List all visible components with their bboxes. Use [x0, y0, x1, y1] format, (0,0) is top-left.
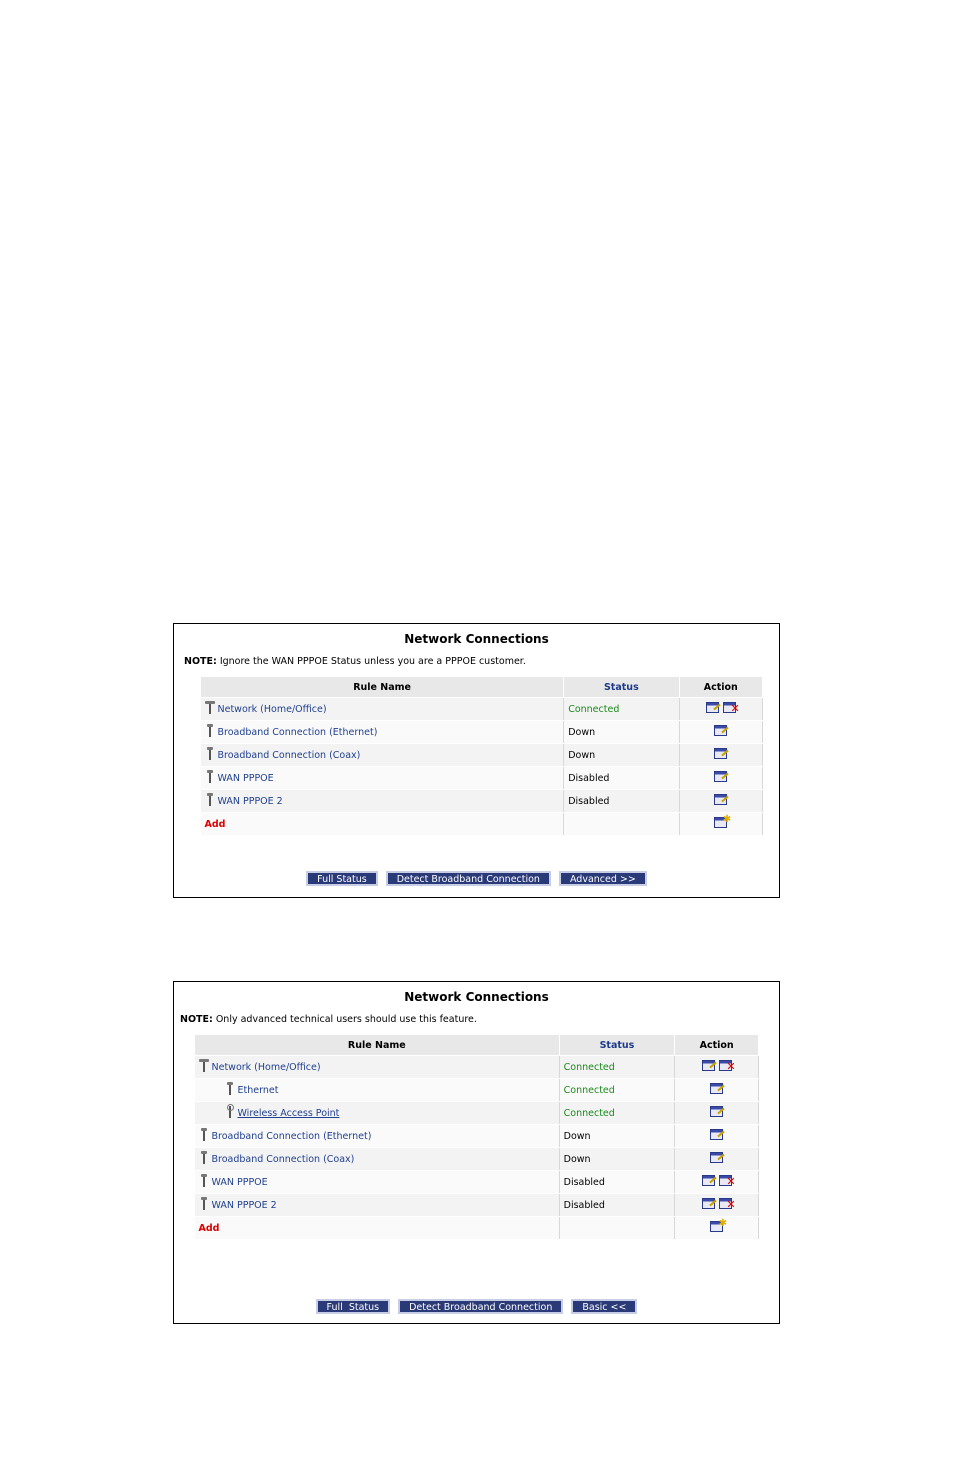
note-text: Only advanced technical users should use this feature.: [212, 1014, 477, 1025]
full-status-button[interactable]: Full Status: [306, 871, 378, 886]
wireless-icon: [225, 1105, 235, 1119]
connection-plug-icon: [205, 793, 215, 807]
table-row: [201, 790, 763, 813]
panel-title: Network Connections: [404, 632, 549, 646]
table-row: [195, 1148, 759, 1171]
table-row: [195, 1171, 759, 1194]
rule-link[interactable]: Broadband Connection (Ethernet): [217, 726, 378, 738]
header-rule-name: Rule Name: [195, 1035, 560, 1056]
connections-table: [200, 676, 763, 836]
panel-note: [184, 656, 526, 667]
status-cell: Disabled: [559, 1171, 675, 1194]
status-cell: Disabled: [564, 790, 679, 813]
table-row: [201, 744, 763, 767]
delete-icon[interactable]: [719, 1175, 732, 1186]
header-status[interactable]: Status: [559, 1035, 675, 1056]
status-cell: [564, 813, 679, 836]
network-icon: [199, 1059, 209, 1073]
rule-link[interactable]: Broadband Connection (Coax): [217, 749, 361, 761]
add-link[interactable]: Add: [198, 1222, 220, 1234]
edit-icon[interactable]: [702, 1175, 715, 1186]
connection-plug-icon: [199, 1128, 209, 1142]
edit-icon[interactable]: [714, 725, 727, 736]
delete-icon[interactable]: [719, 1198, 732, 1209]
connection-plug-icon: [205, 724, 215, 738]
note-label: NOTE:: [180, 1014, 213, 1025]
table-row: [195, 1056, 759, 1079]
connection-plug-icon: [225, 1082, 235, 1096]
add-icon[interactable]: [714, 817, 727, 828]
header-status[interactable]: Status: [564, 677, 679, 698]
add-link[interactable]: Add: [204, 818, 226, 830]
note-label: NOTE:: [184, 656, 217, 667]
network-connections-basic-panel: [173, 623, 780, 898]
table-row: [201, 721, 763, 744]
connections-table: [194, 1034, 759, 1240]
status-cell: [559, 1217, 675, 1240]
status-cell: Disabled: [559, 1194, 675, 1217]
edit-icon[interactable]: [702, 1060, 715, 1071]
rule-link[interactable]: Network (Home/Office): [217, 703, 327, 715]
table-row: [201, 698, 763, 721]
status-cell: Down: [564, 744, 679, 767]
edit-icon[interactable]: [710, 1129, 723, 1140]
delete-icon[interactable]: [723, 702, 736, 713]
full-status-button[interactable]: Full Status: [316, 1299, 391, 1314]
rule-link[interactable]: WAN PPPOE 2: [217, 795, 283, 807]
status-cell: Disabled: [564, 767, 679, 790]
panel-note: [180, 1014, 477, 1025]
delete-icon[interactable]: [719, 1060, 732, 1071]
table-row: [195, 1194, 759, 1217]
button-row: [174, 1299, 779, 1314]
status-cell: Connected: [559, 1102, 675, 1125]
table-row: [195, 1217, 759, 1240]
table-row: [195, 1125, 759, 1148]
rule-link[interactable]: Broadband Connection (Ethernet): [211, 1130, 372, 1142]
connection-plug-icon: [205, 770, 215, 784]
table-row: [201, 767, 763, 790]
edit-icon[interactable]: [710, 1083, 723, 1094]
connection-plug-icon: [199, 1197, 209, 1211]
rule-link[interactable]: WAN PPPOE: [211, 1176, 268, 1188]
status-cell: Connected: [564, 698, 679, 721]
edit-icon[interactable]: [702, 1198, 715, 1209]
edit-icon[interactable]: [710, 1106, 723, 1117]
header-action: Action: [679, 677, 762, 698]
note-text: Ignore the WAN PPPOE Status unless you are a PPPOE customer.: [216, 656, 526, 667]
panel-title: Network Connections: [404, 990, 549, 1004]
rule-link[interactable]: WAN PPPOE: [217, 772, 274, 784]
table-row: [195, 1079, 759, 1102]
edit-icon[interactable]: [714, 771, 727, 782]
rule-link[interactable]: Broadband Connection (Coax): [211, 1153, 355, 1165]
status-cell: Down: [564, 721, 679, 744]
network-connections-advanced-panel: [173, 981, 780, 1324]
header-action: Action: [675, 1035, 759, 1056]
network-icon: [205, 701, 215, 715]
edit-icon[interactable]: [714, 748, 727, 759]
rule-link[interactable]: Network (Home/Office): [211, 1061, 321, 1073]
edit-icon[interactable]: [706, 702, 719, 713]
button-row: [174, 871, 779, 886]
rule-link[interactable]: Ethernet: [237, 1084, 279, 1096]
table-row: [195, 1102, 759, 1125]
add-icon[interactable]: [710, 1221, 723, 1232]
connection-plug-icon: [205, 747, 215, 761]
status-cell: Down: [559, 1125, 675, 1148]
rule-link[interactable]: WAN PPPOE 2: [211, 1199, 277, 1211]
connection-plug-icon: [199, 1151, 209, 1165]
status-cell: Down: [559, 1148, 675, 1171]
header-rule-name: Rule Name: [201, 677, 564, 698]
table-row: [201, 813, 763, 836]
status-cell: Connected: [559, 1079, 675, 1102]
detect-broadband-button[interactable]: Detect Broadband Connection: [398, 1299, 563, 1314]
rule-link[interactable]: Wireless Access Point: [237, 1107, 340, 1119]
advanced-button[interactable]: Advanced >>: [559, 871, 647, 886]
edit-icon[interactable]: [710, 1152, 723, 1163]
status-cell: Connected: [559, 1056, 675, 1079]
basic-button[interactable]: Basic <<: [571, 1299, 637, 1314]
edit-icon[interactable]: [714, 794, 727, 805]
detect-broadband-button[interactable]: Detect Broadband Connection: [386, 871, 551, 886]
connection-plug-icon: [199, 1174, 209, 1188]
